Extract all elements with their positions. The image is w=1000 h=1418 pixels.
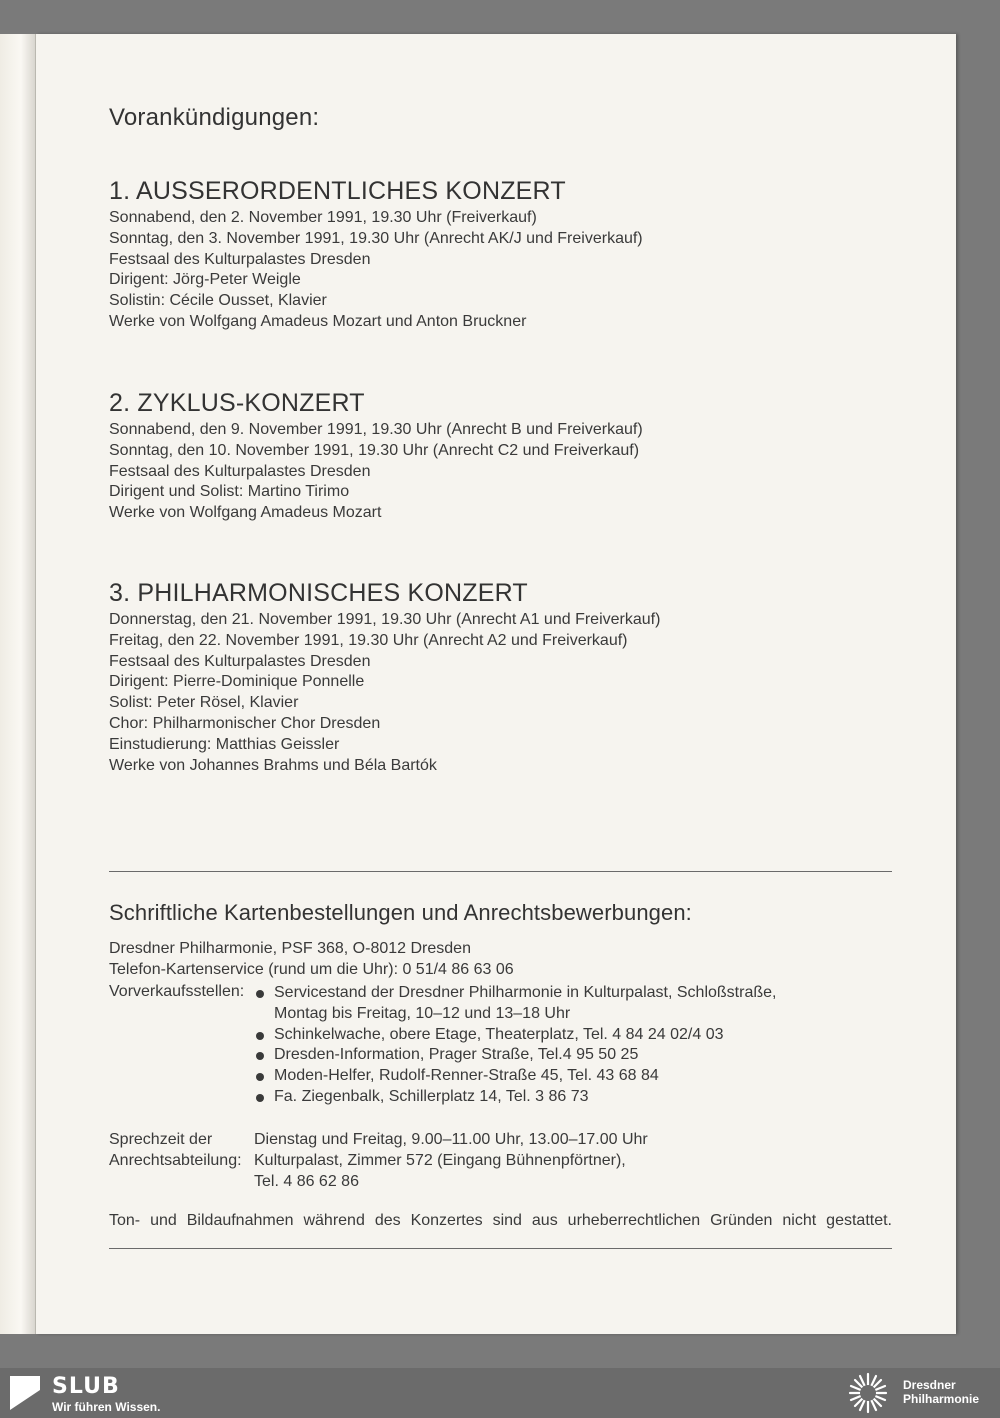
page-title: Vorankündigungen: — [109, 104, 320, 131]
bullet-icon — [256, 1073, 264, 1081]
presale-item-text: Schinkelwache, obere Etage, Theaterplatz, Tel. 4 84 24 02/4 03 — [274, 1025, 724, 1043]
presale-item-text: Montag bis Freitag, 10–12 und 13–18 Uhr — [274, 1004, 571, 1022]
list-item — [254, 1025, 874, 1046]
document-page — [36, 34, 956, 1334]
concert-detail: Sonntag, den 10. November 1991, 19.30 Uhr (Anrecht C2 und Freiverkauf) — [109, 441, 640, 459]
philharmonie-name-line: Dresdner — [903, 1378, 956, 1392]
list-item — [254, 1066, 874, 1087]
divider-rule — [109, 1248, 892, 1249]
bullet-icon — [256, 1094, 264, 1102]
concert-title: 1. AUSSERORDENTLICHES KONZERT — [109, 177, 566, 205]
bullet-icon — [256, 1032, 264, 1040]
slub-logo-icon — [10, 1376, 40, 1410]
concert-section-1 — [109, 176, 894, 333]
concert-detail: Festsaal des Kulturpalastes Dresden — [109, 462, 371, 480]
presale-list — [254, 983, 874, 1108]
concert-detail: Werke von Wolfgang Amadeus Mozart und Anton Bruckner — [109, 312, 527, 330]
page-binding — [0, 34, 36, 1334]
list-item — [254, 1045, 874, 1066]
presale-item-text: Dresden-Information, Prager Straße, Tel.4 95 50 25 — [274, 1046, 639, 1064]
concert-detail: Chor: Philharmonischer Chor Dresden — [109, 714, 381, 732]
presale-item-text: Moden-Helfer, Rudolf-Renner-Straße 45, Tel. 43 68 84 — [274, 1067, 659, 1085]
bullet-icon — [256, 990, 264, 998]
orders-address: Dresdner Philharmonie, PSF 368, O-8012 Dresden — [109, 940, 471, 957]
concert-detail: Dirigent: Pierre-Dominique Ponnelle — [109, 673, 365, 691]
orders-title: Schriftliche Kartenbestellungen und Anrechtsbewerbungen: — [109, 900, 692, 925]
slub-tagline: Wir führen Wissen. — [52, 1400, 161, 1414]
concert-detail: Werke von Wolfgang Amadeus Mozart — [109, 504, 382, 522]
concert-detail: Sonnabend, den 9. November 1991, 19.30 Uhr (Anrecht B und Freiverkauf) — [109, 421, 643, 438]
concert-detail: Solist: Peter Rösel, Klavier — [109, 694, 299, 712]
office-hours-line: Dienstag und Freitag, 9.00–11.00 Uhr, 13.00–17.00 Uhr — [254, 1131, 648, 1148]
philharmonie-name — [903, 1378, 979, 1406]
concert-section-2 — [109, 388, 894, 524]
office-hours-label-line: Anrechtsabteilung: — [109, 1152, 242, 1169]
office-hours-line: Tel. 4 86 62 86 — [254, 1173, 359, 1190]
divider-rule — [109, 871, 892, 872]
list-item — [254, 983, 874, 1025]
concert-detail: Dirigent: Jörg-Peter Weigle — [109, 271, 301, 289]
concert-detail: Werke von Johannes Brahms und Béla Bartók — [109, 756, 437, 774]
presale-item-text: Fa. Ziegenbalk, Schillerplatz 14, Tel. 3 86 73 — [274, 1087, 589, 1105]
concert-detail: Donnerstag, den 21. November 1991, 19.30 Uhr (Anrecht A1 und Freiverkauf) — [109, 611, 661, 628]
concert-detail: Einstudierung: Matthias Geissler — [109, 735, 340, 753]
concert-section-3 — [109, 578, 894, 776]
office-hours-label-line: Sprechzeit der — [109, 1131, 213, 1148]
concert-detail: Festsaal des Kulturpalastes Dresden — [109, 652, 371, 670]
office-hours-value — [254, 1129, 648, 1192]
list-item — [254, 1087, 874, 1108]
concert-detail: Solistin: Cécile Ousset, Klavier — [109, 292, 327, 310]
concert-detail: Dirigent und Solist: Martino Tirimo — [109, 483, 350, 501]
footer-bar — [0, 1368, 1000, 1418]
concert-detail: Sonntag, den 3. November 1991, 19.30 Uhr (Anrecht AK/J und Freiverkauf) — [109, 229, 643, 247]
philharmonie-name-line: Philharmonie — [903, 1392, 980, 1406]
concert-detail: Sonnabend, den 2. November 1991, 19.30 Uhr (Freiverkauf) — [109, 209, 537, 226]
office-hours-label — [109, 1129, 249, 1171]
presale-item-text: Servicestand der Dresdner Philharmonie in Kulturpalast, Schloßstraße, — [274, 984, 777, 1001]
orders-phone: Telefon-Kartenservice (rund um die Uhr): 0 51/4 86 63 06 — [109, 961, 514, 978]
concert-title: 3. PHILHARMONISCHES KONZERT — [109, 579, 528, 607]
bullet-icon — [256, 1052, 264, 1060]
slub-name: SLUB — [52, 1374, 120, 1399]
presale-label: Vorverkaufsstellen: — [109, 983, 245, 1000]
philharmonie-logo-icon — [840, 1372, 896, 1414]
concert-detail: Festsaal des Kulturpalastes Dresden — [109, 250, 371, 268]
concert-title: 2. ZYKLUS-KONZERT — [109, 389, 365, 417]
recording-notice: Ton- und Bildaufnahmen während des Konzertes sind aus urheberrechtlichen Gründen nicht gestattet. — [109, 1212, 892, 1229]
office-hours-line: Kulturpalast, Zimmer 572 (Eingang Bühnenpförtner), — [254, 1152, 626, 1169]
concert-detail: Freitag, den 22. November 1991, 19.30 Uhr (Anrecht A2 und Freiverkauf) — [109, 631, 628, 649]
